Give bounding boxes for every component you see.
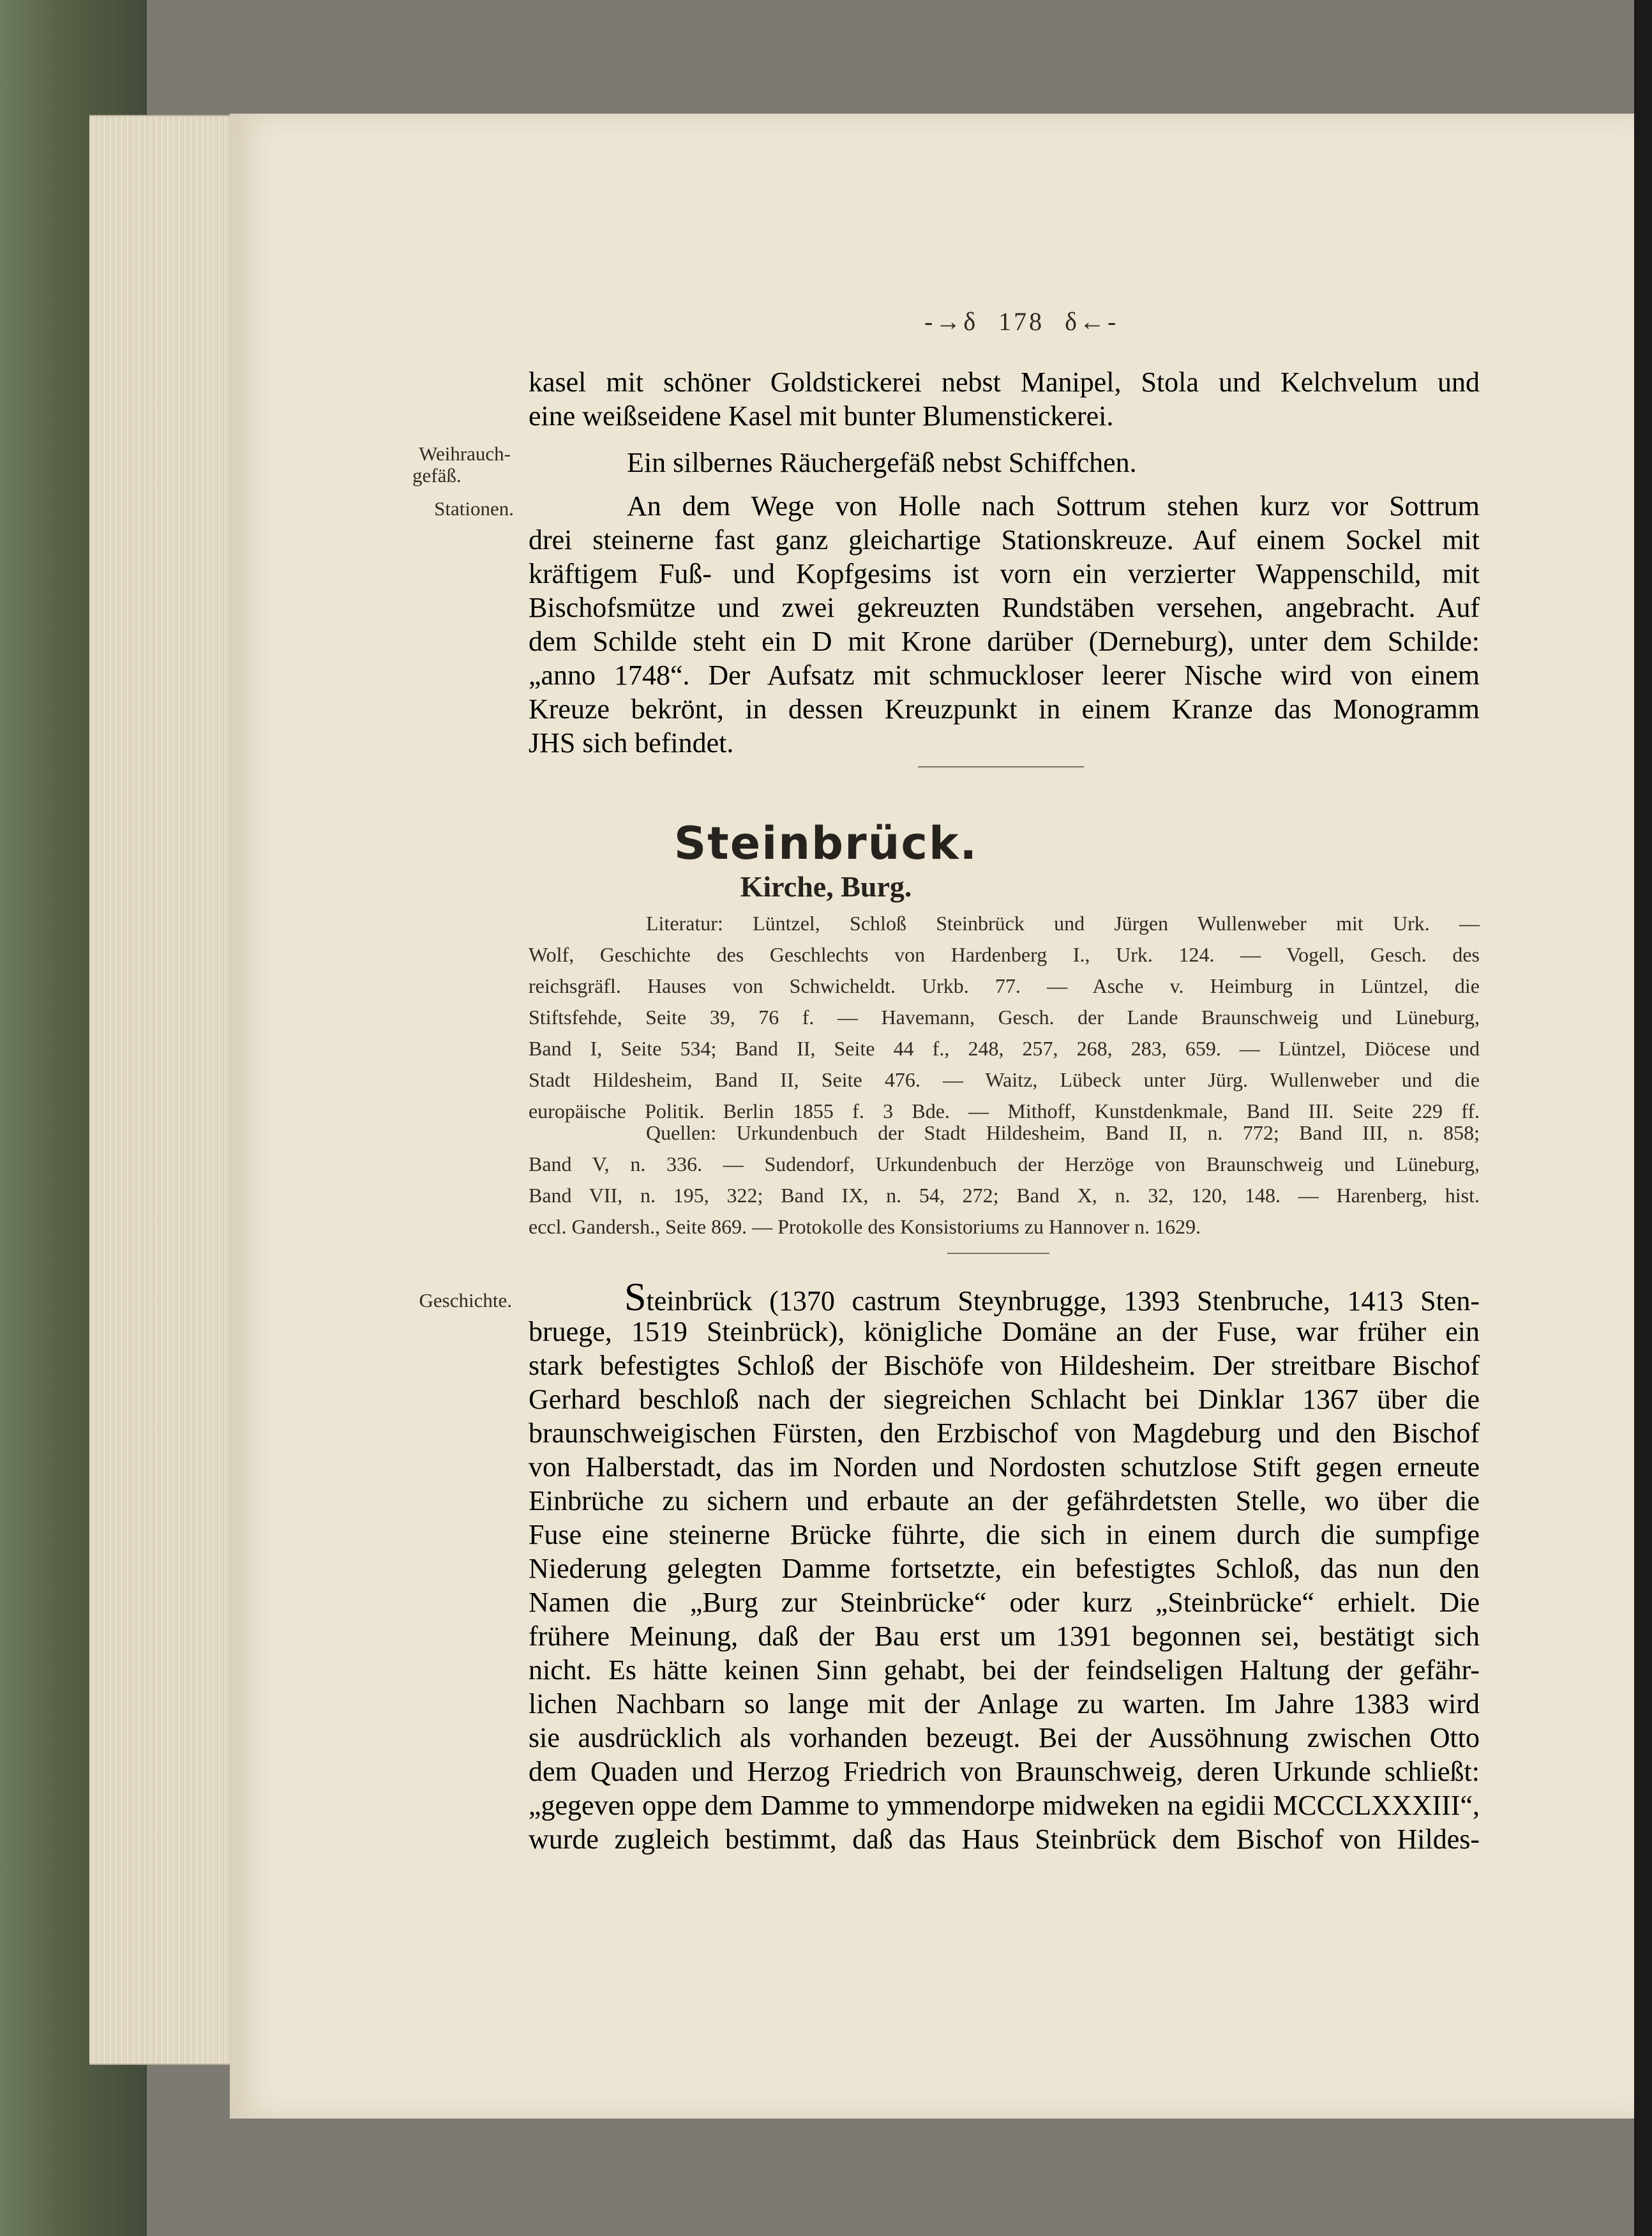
section-divider	[918, 766, 1084, 767]
paragraph-history: Steinbrück (1370 castrum Steynbrugge, 1393 Stenbruche, 1413 Sten- bruege, 1519 Steinbrück), königliche Domäne an der Fuse, war früher ein stark befestigtes Schloß der Bischöfe von Hildesheim. Der streitbare Bischof Gerhard beschloß nach der siegreichen Schlacht bei Dinklar 1367 über die braunschweigischen Fürsten, den Erzbischof von Magdeburg und den Bischof von Halberstadt, das im Norden und Nordosten schutzlose Stift gegen erneute Einbrüche zu sichern und erbaute an der gefährdetsten Stelle, wo über die Fuse eine steinerne Brücke führte, die sich in einem durch die sumpfige Niederung gelegten Damme fortsetzte, ein befestigtes Schloß, das nun den Namen die „Burg zur Steinbrücke“ oder kurz „Steinbrücke“ erhielt. Die frühere Meinung, daß der Bau erst um 1391 begonnen sei, bestätigt sich nicht. Es hätte keinen Sinn gehabt, bei der feindseligen Haltung der gefähr- lichen Nachbarn so lange mit der Anlage zu warten. Im Jahre 1383 wird sie ausdrücklich als vorhanden bezeugt. Bei der Aussöhnung zwischen Otto dem Quaden und Herzog Friedrich von Braunschweig, deren Urkunde schließt: „gegeven oppe dem Damme to ymmendorpe midweken na egidii MCCCLXXXIII“, wurde zugleich bestimmt, daß das Haus Steinbrück dem Bischof von Hildes-	[529, 1276, 1480, 1855]
drop-cap: S	[624, 1276, 647, 1319]
margin-note-weihrauch: Weihrauch- gefäß.	[412, 442, 511, 487]
section-title: Steinbrück.	[673, 817, 979, 870]
paragraph-vestments: kasel mit schöner Goldstickerei nebst Manipel, Stola und Kelchvelum und eine weißseidene Kasel mit bunter Blumenstickerei.	[529, 366, 1480, 432]
margin-note-geschichte: Geschichte.	[419, 1289, 512, 1311]
literature-block: Literatur: Lüntzel, Schloß Steinbrück und Jürgen Wullenweber mit Urk. — Wolf, Geschichte des Geschlechts von Hardenberg I., Urk. 124. — Vogell, Gesch. des reichsgräfl. Hauses von Schwicheldt. Urkb. 77. — Asche v. Heimburg in Lüntzel, die Stiftsfehde, Seite 39, 76 f. — Havemann, Gesch. der Lande Braunschweig und Lüneburg, Band I, Seite 534; Band II, Seite 44 f., 248, 257, 268, 283, 659. — Lüntzel, Diöcese und Stadt Hildesheim, Band II, Seite 476. — Waitz, Lübeck unter Jürg. Wullenweber und die europäische Politik. Berlin 1855 f. 3 Bde. — Mithoff, Kunstdenkmale, Band III. Seite 229 ff.	[529, 912, 1480, 1122]
header-ornament-right: δ←-	[1065, 307, 1119, 336]
paragraph-censer: Ein silbernes Räuchergefäß nebst Schiffchen.	[627, 447, 1137, 478]
section-subtitle: Kirche, Burg.	[740, 870, 912, 903]
page-number: 178	[998, 307, 1045, 336]
page-header	[924, 306, 1118, 336]
paragraph-stations: An dem Wege von Holle nach Sottrum stehen kurz vor Sottrum drei steinerne fast ganz gleichartige Stationskreuze. Auf einem Sockel mit kräftigem Fuß- und Kopfgesims ist vorn ein verzierter Wappenschild, mit Bischofsmütze und zwei gekreuzten Rundstäben versehen, angebracht. Auf dem Schilde steht ein D mit Krone darüber (Derneburg), unter dem Schilde: „anno 1748“. Der Aufsatz mit schmuckloser leerer Nische wird von einem Kreuze bekrönt, in dessen Kreuzpunkt in einem Kranze das Monogramm JHS sich befindet.	[529, 490, 1480, 759]
sources-block: Quellen: Urkundenbuch der Stadt Hildesheim, Band II, n. 772; Band III, n. 858; Band V, n. 336. — Sudendorf, Urkundenbuch der Herzöge von Braunschweig und Lüneburg, Band VII, n. 195, 322; Band IX, n. 54, 272; Band X, n. 32, 120, 148. — Harenberg, hist. eccl. Gandersh., Seite 869. — Protokolle des Konsistoriums zu Hannover n. 1629.	[529, 1121, 1480, 1238]
margin-note-stationen: Stationen.	[434, 497, 514, 520]
section-divider-2	[947, 1253, 1049, 1254]
scan-border	[1634, 0, 1652, 2236]
header-ornament-left: -→δ	[924, 307, 979, 336]
page-edges	[89, 115, 236, 2065]
history-first-line: Steinbrück (1370 castrum Steynbrugge, 1393 Stenbruche, 1413 Sten-	[624, 1276, 1480, 1319]
